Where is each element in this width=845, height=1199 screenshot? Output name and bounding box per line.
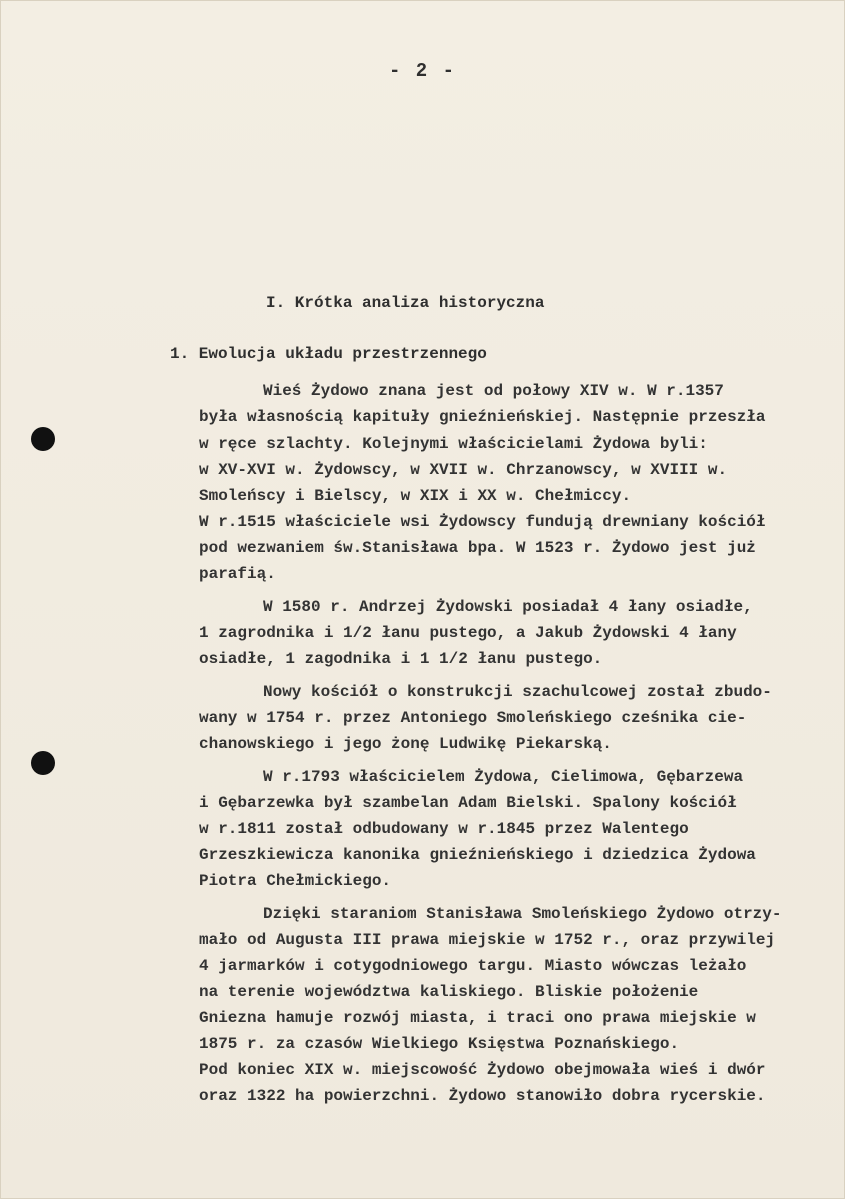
body-line: mało od Augusta III prawa miejskie w 1752 r., oraz przywilej: [199, 931, 776, 949]
body-line: osiadłe, 1 zagodnika i 1 1/2 łanu pustego.: [199, 650, 603, 668]
body-line: W r.1793 właścicielem Żydowa, Cielimowa, Gębarzewa: [263, 768, 744, 786]
body-line: w ręce szlachty. Kolejnymi właścicielami Żydowa byli:: [199, 435, 708, 453]
body-line: Piotra Chełmickiego.: [199, 872, 392, 890]
body-line: 4 jarmarków i cotygodniowego targu. Miasto wówczas leżało: [199, 957, 747, 975]
section-title: I. Krótka analiza historyczna: [266, 294, 545, 312]
body-line: Dzięki staraniom Stanisława Smoleńskiego Żydowo otrzy-: [263, 905, 782, 923]
body-line: chanowskiego i jego żonę Ludwikę Piekarską.: [199, 735, 612, 753]
body-line: 1875 r. za czasów Wielkiego Księstwa Poznańskiego.: [199, 1035, 680, 1053]
body-line: w XV-XVI w. Żydowscy, w XVII w. Chrzanowscy, w XVIII w.: [199, 461, 728, 479]
body-line: Smoleńscy i Bielscy, w XIX i XX w. Chełmiccy.: [199, 487, 632, 505]
body-line: w r.1811 został odbudowany w r.1845 przez Walentego: [199, 820, 689, 838]
page-number: - 2 -: [388, 60, 456, 82]
body-line: Gniezna hamuje rozwój miasta, i traci ono prawa miejskie w: [199, 1009, 756, 1027]
subsection-title: 1. Ewolucja układu przestrzennego: [170, 345, 487, 363]
body-line: Wieś Żydowo znana jest od połowy XIV w. W r.1357: [263, 382, 724, 400]
body-line: była własnością kapituły gnieźnieńskiej. Następnie przeszła: [199, 408, 766, 426]
body-line: Pod koniec XIX w. miejscowość Żydowo obejmowała wieś i dwór: [199, 1061, 766, 1079]
punch-hole-top: [31, 427, 55, 451]
body-line: W 1580 r. Andrzej Żydowski posiadał 4 łany osiadłe,: [263, 598, 753, 616]
body-line: W r.1515 właściciele wsi Żydowscy fundują drewniany kościół: [199, 513, 766, 531]
body-line: Grzeszkiewicza kanonika gnieźnieńskiego i dziedzica Żydowa: [199, 846, 756, 864]
body-line: i Gębarzewka był szambelan Adam Bielski. Spalony kościół: [199, 794, 737, 812]
punch-hole-bottom: [31, 751, 55, 775]
body-line: parafią.: [199, 565, 276, 583]
body-line: oraz 1322 ha powierzchni. Żydowo stanowiło dobra rycerskie.: [199, 1087, 766, 1105]
body-line: na terenie województwa kaliskiego. Bliskie położenie: [199, 983, 699, 1001]
body-line: wany w 1754 r. przez Antoniego Smoleńskiego cześnika cie-: [199, 709, 747, 727]
body-line: 1 zagrodnika i 1/2 łanu pustego, a Jakub Żydowski 4 łany: [199, 624, 737, 642]
body-line: Nowy kościół o konstrukcji szachulcowej został zbudo-: [263, 683, 772, 701]
body-line: pod wezwaniem św.Stanisława bpa. W 1523 r. Żydowo jest już: [199, 539, 756, 557]
